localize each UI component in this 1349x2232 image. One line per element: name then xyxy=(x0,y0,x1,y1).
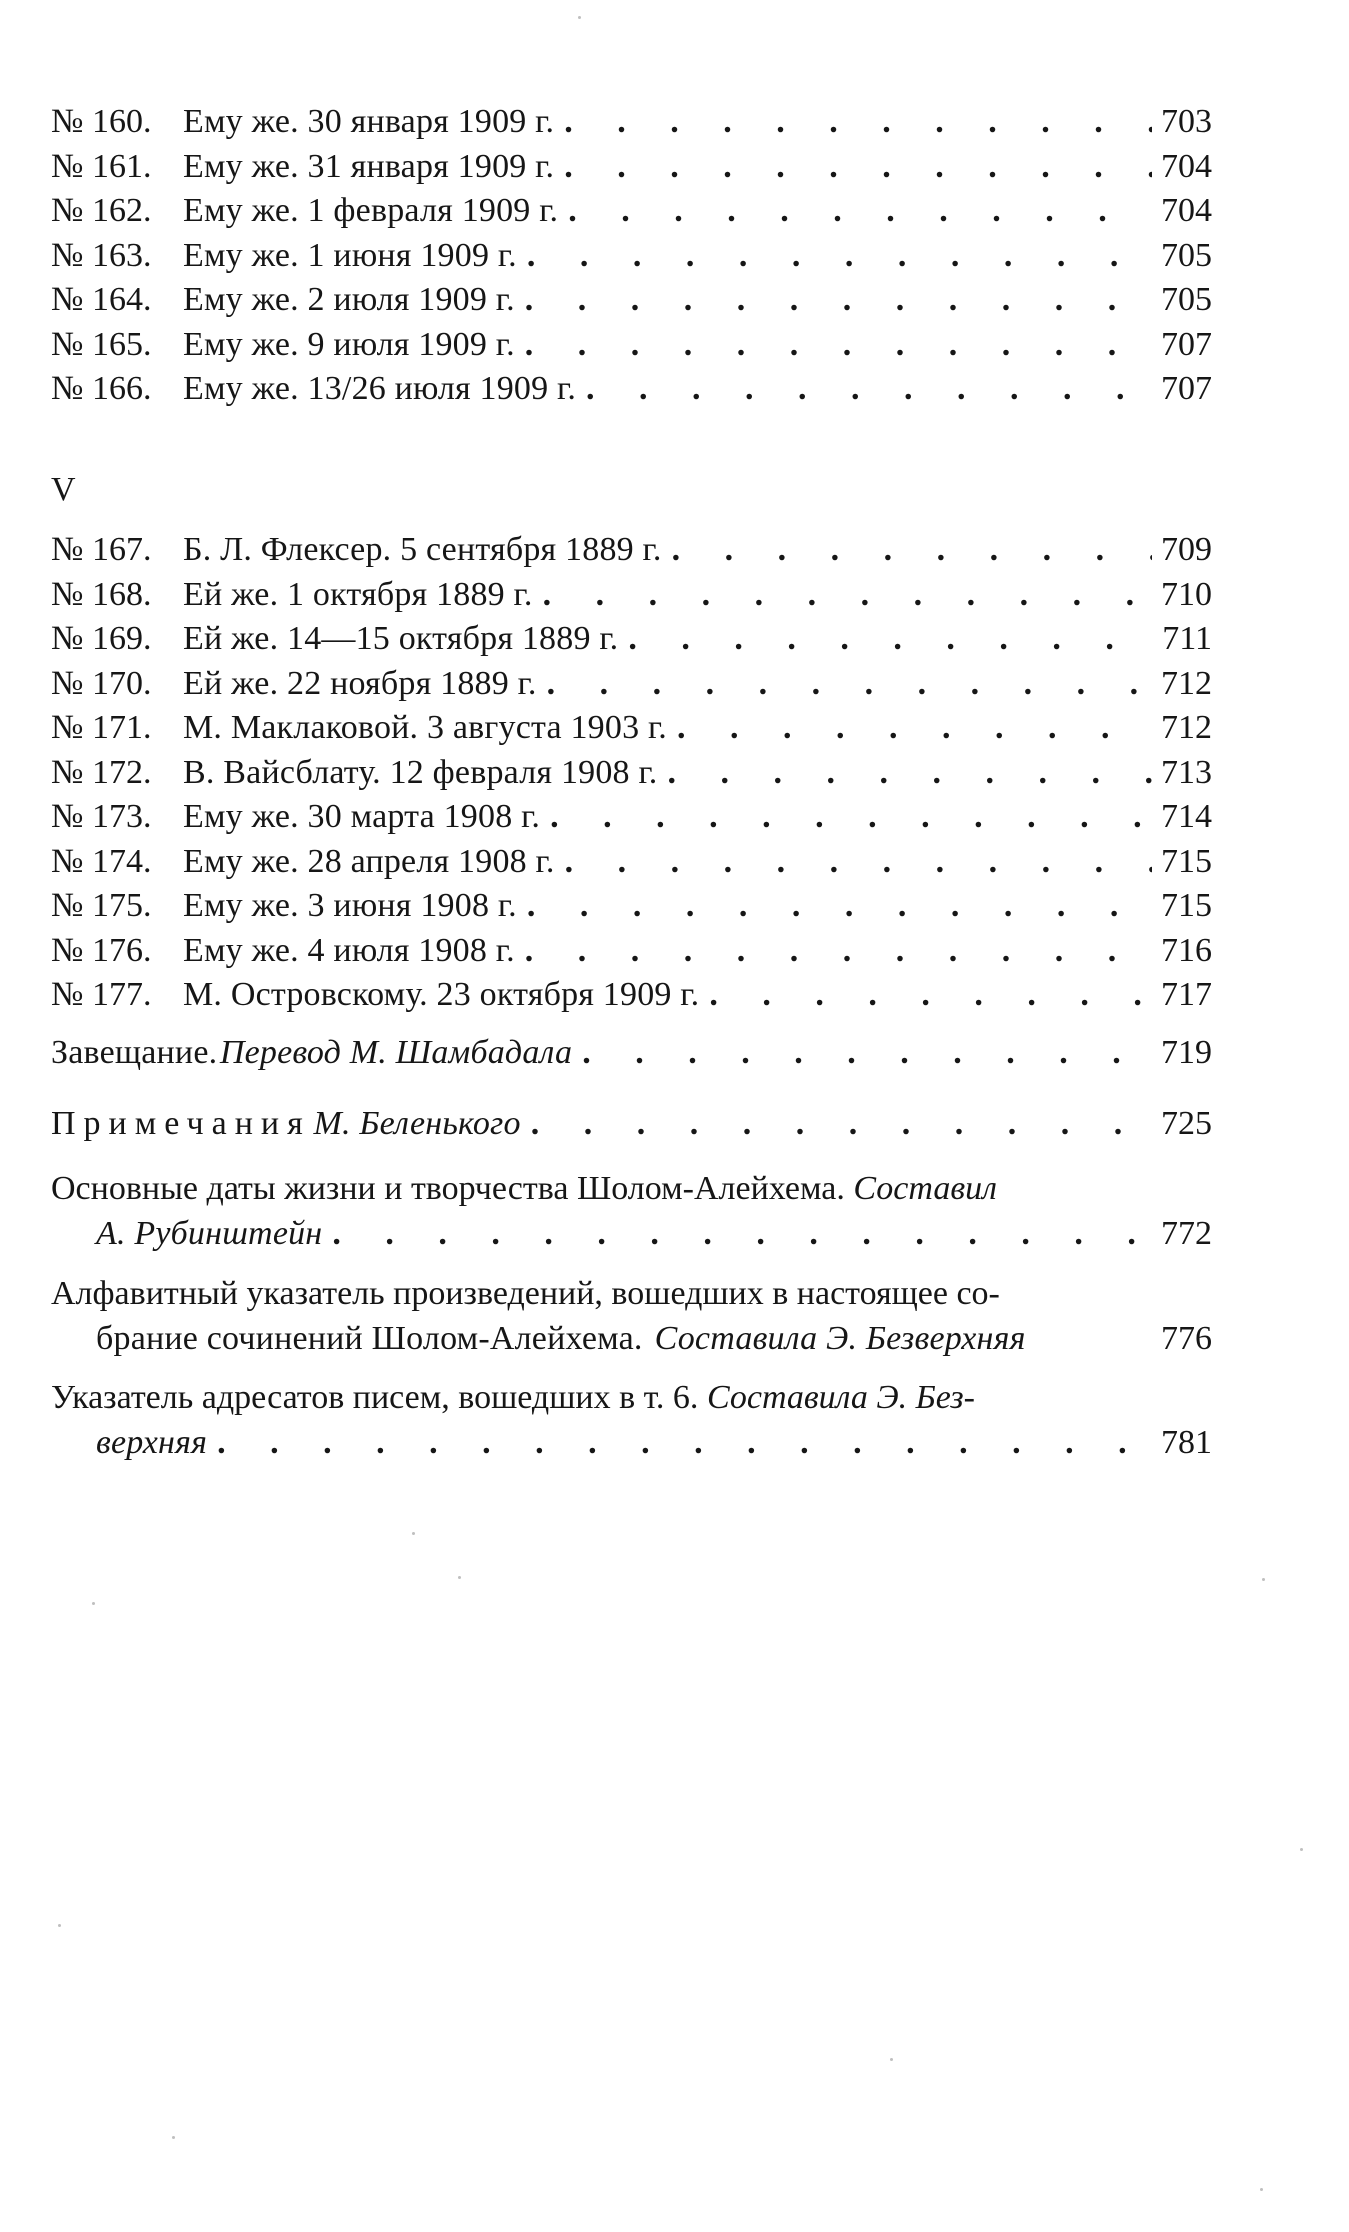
toc-entry xyxy=(51,751,1212,796)
entry-line xyxy=(51,1421,1212,1466)
entry-title: Указатель адресатов писем, вошедших в т. 6. xyxy=(51,1379,699,1416)
toc-group-iv xyxy=(51,100,1212,412)
entry-number: № 164. xyxy=(51,281,152,318)
entry-title: В. Вайсблату. 12 февраля 1908 г. xyxy=(183,753,658,791)
entry-number: № 162. xyxy=(51,192,152,229)
entry-number: № 172. xyxy=(51,753,152,791)
dot-leader xyxy=(217,1421,1152,1466)
entry-title: М. Островскому. 23 октября 1909 г. xyxy=(183,976,700,1013)
toc-entry xyxy=(51,189,1212,234)
entry-number: № 169. xyxy=(51,620,152,657)
entry-number: № 163. xyxy=(51,236,152,274)
toc-entry xyxy=(51,795,1212,840)
entry-page: 713 xyxy=(1161,753,1212,791)
toc-entry xyxy=(51,840,1212,885)
entry-title: Ему же. 28 апреля 1908 г. xyxy=(183,842,555,880)
toc-main-dates xyxy=(51,1167,1212,1256)
scan-speck xyxy=(412,1532,415,1535)
entry-credit: верхняя xyxy=(96,1423,208,1461)
scan-speck xyxy=(890,2058,893,2061)
toc-entry xyxy=(51,1031,1212,1076)
entry-title: Ему же. 30 января 1909 г. xyxy=(183,103,555,140)
entry-page: 717 xyxy=(1161,976,1212,1013)
scan-speck xyxy=(172,2136,175,2139)
entry-page: 707 xyxy=(1161,325,1212,363)
toc-entry xyxy=(51,706,1212,751)
entry-title: брание сочинений Шолом-Алейхема. xyxy=(96,1319,643,1357)
dot-leader xyxy=(525,278,1152,323)
dot-leader xyxy=(564,145,1152,190)
entry-number: № 166. xyxy=(51,370,152,407)
scan-speck xyxy=(1260,2188,1263,2191)
toc-entry xyxy=(51,145,1212,190)
entry-credit: А. Рубинштейн xyxy=(96,1214,323,1252)
entry-title: Ей же. 22 ноября 1889 г. xyxy=(183,664,537,702)
entry-credit: Составила Э. Без- xyxy=(706,1379,975,1416)
entry-page: 715 xyxy=(1161,887,1212,924)
entry-page: 712 xyxy=(1161,664,1212,702)
entry-number: № 171. xyxy=(51,709,152,746)
scan-speck xyxy=(1300,1848,1303,1851)
entry-page: 704 xyxy=(1161,192,1212,229)
entry-title: Ему же. 3 июня 1908 г. xyxy=(183,887,517,924)
entry-number: № 175. xyxy=(51,887,152,924)
entry-number: № 161. xyxy=(51,147,152,185)
dot-leader xyxy=(628,617,1152,662)
entry-credit: Составил xyxy=(853,1170,997,1207)
entry-credit: М. Беленького xyxy=(313,1105,521,1142)
section-v-heading: V xyxy=(51,471,76,508)
entry-line xyxy=(51,1212,1212,1257)
entry-number: № 174. xyxy=(51,842,152,880)
dot-leader xyxy=(525,323,1152,368)
entry-number: № 173. xyxy=(51,798,152,835)
entry-number: № 177. xyxy=(51,976,152,1013)
entry-page: 715 xyxy=(1161,842,1212,880)
toc-entry xyxy=(51,234,1212,279)
toc-entry xyxy=(51,929,1212,974)
entry-title: Основные даты жизни и творчества Шолом-Алейхема. xyxy=(51,1170,845,1207)
toc-entry xyxy=(51,1102,1212,1147)
entry-title: Примечания xyxy=(51,1105,311,1142)
dot-leader xyxy=(527,884,1152,929)
entry-title: Ему же. 4 июля 1908 г. xyxy=(183,931,515,969)
entry-page: 719 xyxy=(1161,1034,1212,1071)
dot-leader xyxy=(672,528,1152,573)
dot-leader xyxy=(525,929,1152,974)
entry-page: 709 xyxy=(1161,531,1212,568)
toc-entry xyxy=(51,100,1212,145)
dot-leader xyxy=(709,973,1152,1018)
entry-line xyxy=(51,1167,1212,1212)
dot-leader xyxy=(568,189,1152,234)
entry-number: № 170. xyxy=(51,664,152,702)
entry-title: Ей же. 1 октября 1889 г. xyxy=(183,575,533,613)
entry-line xyxy=(51,1317,1212,1362)
entry-title: Ему же. 1 февраля 1909 г. xyxy=(183,192,559,229)
entry-page: 716 xyxy=(1161,931,1212,969)
toc-entry xyxy=(51,323,1212,368)
toc-entry xyxy=(51,278,1212,323)
entry-number: № 165. xyxy=(51,325,152,363)
entry-title: Ему же. 2 июля 1909 г. xyxy=(183,281,515,318)
dot-leader xyxy=(667,751,1152,796)
entry-page: 714 xyxy=(1161,798,1212,835)
dot-leader xyxy=(564,100,1152,145)
entry-page: 725 xyxy=(1161,1105,1212,1142)
entry-page: 711 xyxy=(1162,620,1212,657)
scan-speck xyxy=(458,1576,461,1579)
entry-title: Ему же. 9 июля 1909 г. xyxy=(183,325,515,363)
scan-speck xyxy=(578,16,581,19)
entry-page: 772 xyxy=(1161,1214,1212,1252)
entry-title: Ему же. 31 января 1909 г. xyxy=(183,147,555,185)
entry-page: 703 xyxy=(1161,103,1212,140)
toc-entry xyxy=(51,662,1212,707)
toc-addressee-index xyxy=(51,1376,1212,1465)
toc-entry xyxy=(51,973,1212,1018)
dot-leader xyxy=(527,234,1152,279)
entry-number: № 168. xyxy=(51,575,152,613)
entry-line xyxy=(51,1376,1212,1421)
dot-leader xyxy=(543,573,1152,618)
entry-title: М. Маклаковой. 3 августа 1903 г. xyxy=(183,709,667,746)
entry-title: Ему же. 1 июня 1909 г. xyxy=(183,236,517,274)
toc-section-v xyxy=(51,528,1212,1018)
dot-leader xyxy=(550,795,1152,840)
entry-page: 705 xyxy=(1161,281,1212,318)
entry-page: 705 xyxy=(1161,236,1212,274)
toc-entry xyxy=(51,528,1212,573)
dot-leader xyxy=(582,1031,1152,1076)
dot-leader xyxy=(565,840,1152,885)
entry-title: Ему же. 13/26 июля 1909 г. xyxy=(183,370,577,407)
toc-entry xyxy=(51,617,1212,662)
dot-leader xyxy=(332,1212,1152,1257)
toc-testament xyxy=(51,1031,1212,1076)
entry-title: Б. Л. Флексер. 5 сентября 1889 г. xyxy=(183,531,662,568)
scan-speck xyxy=(92,1602,95,1605)
entry-credit: Перевод М. Шамбадала xyxy=(219,1034,573,1071)
toc-entry xyxy=(51,367,1212,412)
entry-number: № 176. xyxy=(51,931,152,969)
toc-alphabetical-index xyxy=(51,1272,1212,1361)
scan-speck xyxy=(58,1924,61,1927)
scan-speck xyxy=(1262,1578,1265,1581)
entry-page: 707 xyxy=(1161,370,1212,407)
dot-leader xyxy=(677,706,1152,751)
entry-page: 704 xyxy=(1161,147,1212,185)
dot-leader xyxy=(586,367,1152,412)
entry-page: 776 xyxy=(1161,1319,1212,1357)
dot-leader xyxy=(547,662,1152,707)
entry-title: Завещание. xyxy=(51,1034,218,1071)
entry-page: 712 xyxy=(1161,709,1212,746)
entry-title: Ему же. 30 марта 1908 г. xyxy=(183,798,541,835)
entry-credit: Составила Э. Безверхняя xyxy=(654,1319,1026,1357)
toc-notes xyxy=(51,1102,1212,1147)
entry-page: 710 xyxy=(1161,575,1212,613)
entry-title: Ей же. 14—15 октября 1889 г. xyxy=(183,620,619,657)
toc-entry xyxy=(51,884,1212,929)
dot-leader xyxy=(531,1102,1152,1147)
entry-number: № 160. xyxy=(51,103,152,140)
entry-page: 781 xyxy=(1161,1423,1212,1461)
entry-number: № 167. xyxy=(51,531,152,568)
toc-entry xyxy=(51,573,1212,618)
entry-line: Алфавитный указатель произведений, вошедших в настоящее со- xyxy=(51,1275,1000,1312)
